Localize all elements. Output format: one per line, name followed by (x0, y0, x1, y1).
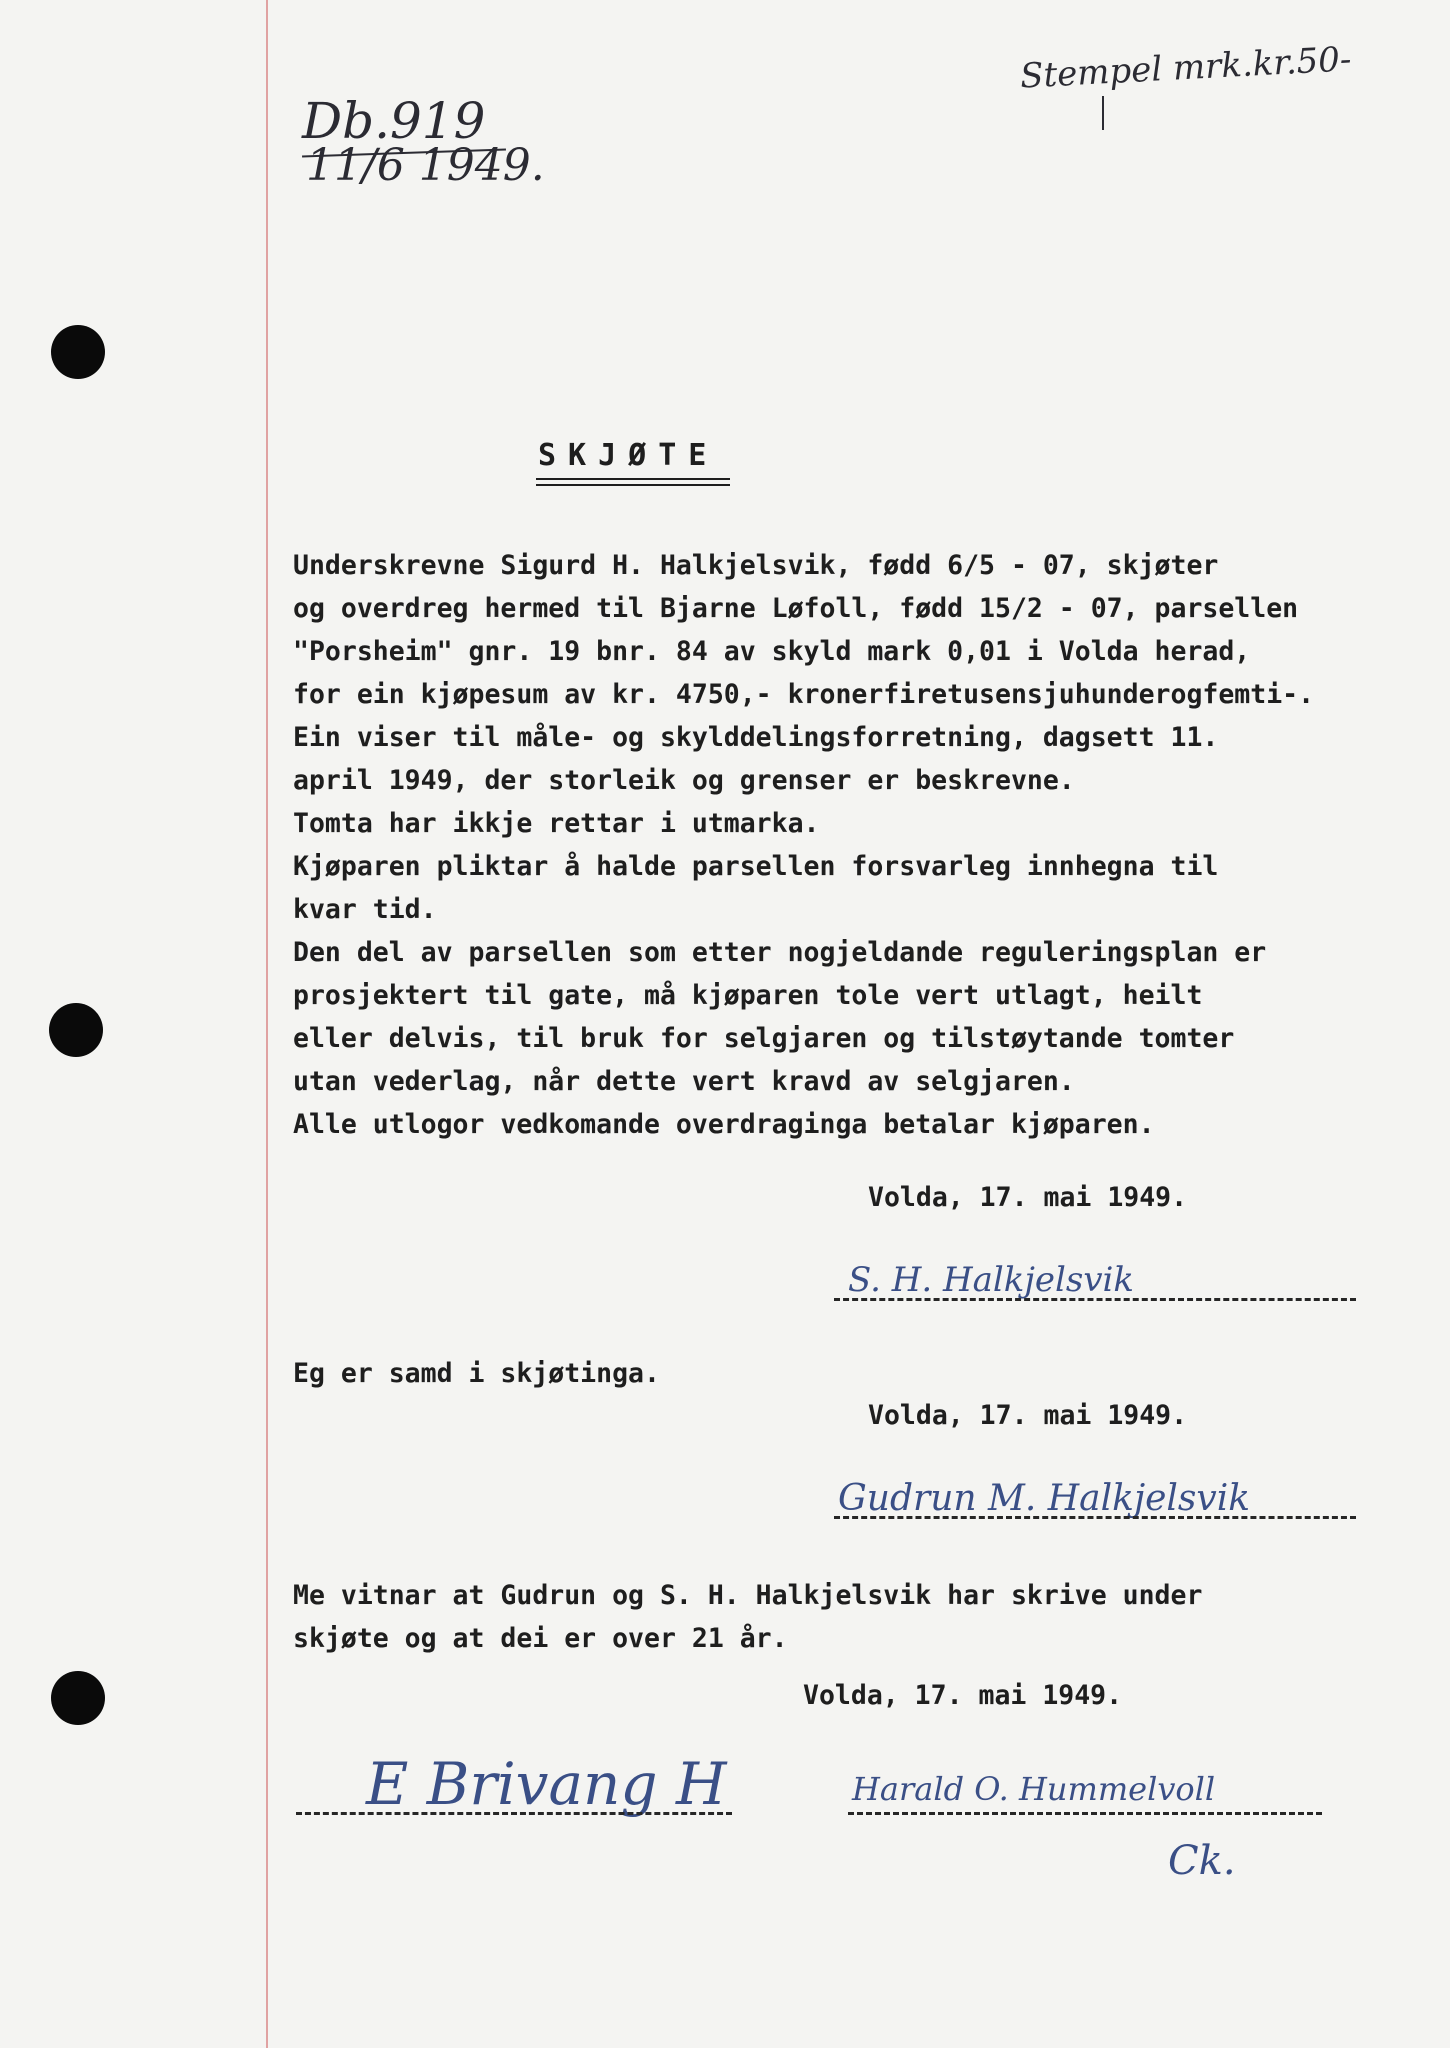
witness-signature-line-right (848, 1812, 1322, 1815)
consent-signature: Gudrun M. Halkjelsvik (838, 1478, 1251, 1519)
consent-place-date: Volda, 17. mai 1949. (868, 1400, 1188, 1431)
body-line: Ein viser til måle- og skylddelingsforretning, dagsett 11. (293, 722, 1219, 753)
body-line: Underskrevne Sigurd H. Halkjelsvik, fødd 6/5 - 07, skjøter (293, 550, 1219, 581)
punch-hole-top (51, 325, 105, 379)
deed-title: SKJØTE (538, 438, 719, 473)
punch-hole-middle (49, 1003, 103, 1057)
stamp-note-stroke (1102, 96, 1107, 130)
body-line: for ein kjøpesum av kr. 4750,- kronerfiretusensjuhunderogfemti-. (293, 679, 1315, 710)
witness-place-date: Volda, 17. mai 1949. (803, 1680, 1123, 1711)
witness-line: Me vitnar at Gudrun og S. H. Halkjelsvik har skrive under (293, 1580, 1203, 1611)
witness-signature-left: E Brivang H (366, 1750, 727, 1818)
body-line: Tomta har ikkje rettar i utmarka. (293, 808, 820, 839)
body-line: april 1949, der storleik og grenser er beskrevne. (293, 765, 1075, 796)
body-line: "Porsheim" gnr. 19 bnr. 84 av skyld mark 0,01 i Volda herad, (293, 636, 1251, 667)
witness-signature-note: Ck. (1168, 1838, 1236, 1884)
witness-line: skjøte og at dei er over 21 år. (293, 1623, 788, 1654)
registration-date: 11/6 1949. (306, 140, 545, 191)
body-line: utan vederlag, når dette vert kravd av selgjaren. (293, 1066, 1075, 1097)
margin-line (266, 0, 268, 2048)
body-line: Kjøparen pliktar å halde parsellen forsvarleg innhegna til (293, 851, 1219, 882)
reference-number: Db.919 (302, 92, 486, 150)
consent-signature-line (834, 1516, 1356, 1519)
stamp-note: Stempel mrk.kr.50- (1019, 39, 1353, 97)
witness-signature-line-left (296, 1812, 732, 1815)
seller-place-date: Volda, 17. mai 1949. (868, 1182, 1188, 1213)
body-line: Den del av parsellen som etter nogjeldande reguleringsplan er (293, 937, 1267, 968)
witness-signature-right: Harald O. Hummelvoll (852, 1770, 1216, 1808)
consent-text: Eg er samd i skjøtinga. (293, 1358, 660, 1389)
body-line: kvar tid. (293, 894, 437, 925)
seller-signature-line (834, 1298, 1356, 1301)
body-line: eller delvis, til bruk for selgjaren og tilstøytande tomter (293, 1023, 1235, 1054)
title-underline-double (536, 484, 730, 486)
body-line: prosjektert til gate, må kjøparen tole vert utlagt, heilt (293, 980, 1203, 1011)
body-line: Alle utlogor vedkomande overdraginga betalar kjøparen. (293, 1109, 1155, 1140)
title-underline (536, 478, 730, 480)
body-line: og overdreg hermed til Bjarne Løfoll, fødd 15/2 - 07, parsellen (293, 593, 1299, 624)
punch-hole-bottom (51, 1671, 105, 1725)
seller-signature: S. H. Halkjelsvik (848, 1260, 1135, 1300)
